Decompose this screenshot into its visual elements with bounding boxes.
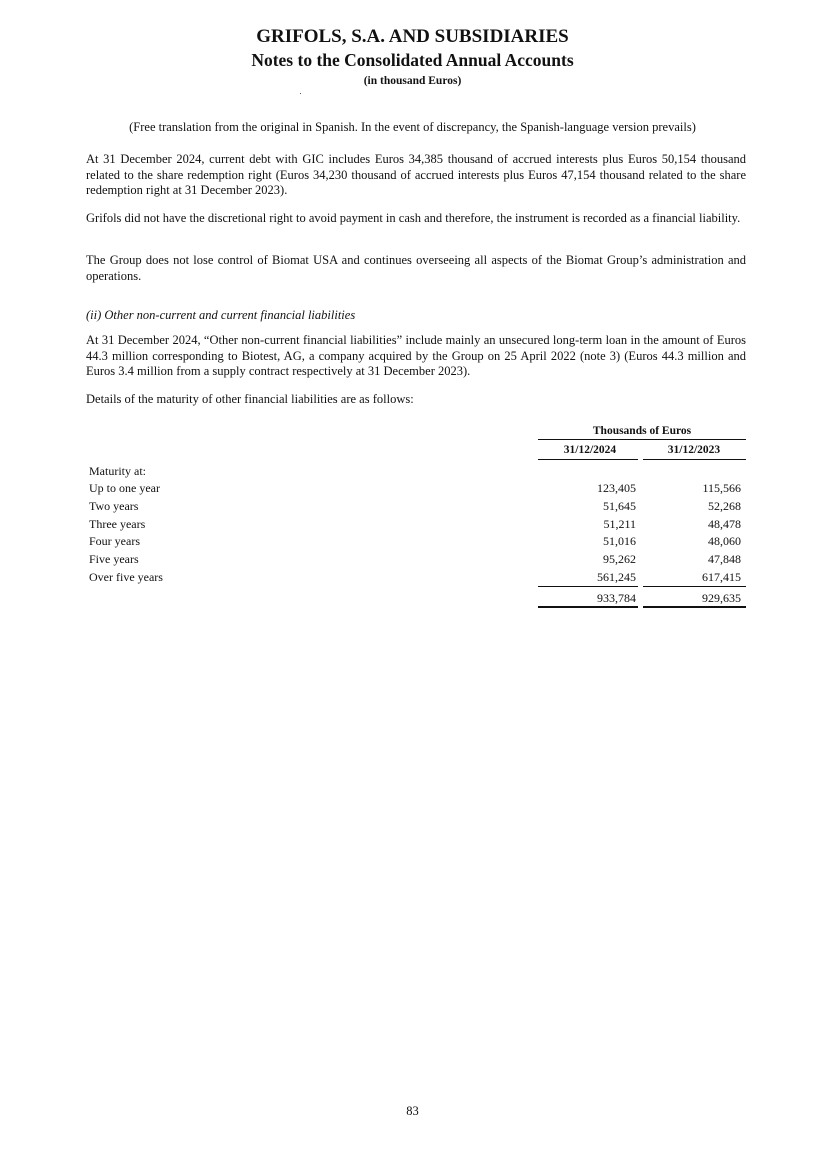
column-header-2024: 31/12/2024 <box>563 444 617 456</box>
translation-note: (Free translation from the original in Spanish. In the event of discrepancy, the Spanish-language version prevails) <box>129 120 696 134</box>
document-title: Notes to the Consolidated Annual Accounts <box>251 50 574 70</box>
table-total-cell: 929,635 <box>702 591 741 605</box>
table-cell: 51,016 <box>603 534 636 548</box>
table-cell: 115,566 <box>702 481 741 495</box>
table-cell: 48,478 <box>708 517 741 531</box>
units-subtitle: (in thousand Euros) <box>363 75 462 87</box>
table-divider <box>538 439 746 440</box>
total-rule <box>643 606 746 608</box>
subtotal-rule <box>538 586 638 587</box>
table-section-label: Maturity at: <box>89 464 146 478</box>
table-cell: 47,848 <box>708 552 741 566</box>
table-cell: 52,268 <box>708 499 741 513</box>
paragraph-other-liabilities: At 31 December 2024, “Other non-current financial liabilities” include mainly an unsecured long-term loan in the amount of Euros 44.3 million corresponding to Biotest, AG, a company acquired by the Group on 25 April 2022 (note 3) (Euros 44.3 million and Euros 3.4 million from a supply contract respectively at 31 December 2023). <box>86 333 746 378</box>
paragraph-gic-debt: At 31 December 2024, current debt with GIC includes Euros 34,385 thousand of accrued interests plus Euros 50,154 thousand related to the share redemption right (Euros 34,230 thousand of accrued interests plus Euros 47,154 thousand related to the share redemption right at 31 December 2023). <box>86 152 746 197</box>
company-title: GRIFOLS, S.A. AND SUBSIDIARIES <box>256 26 569 47</box>
table-cell: 617,415 <box>702 570 741 584</box>
page-number: 83 <box>406 1104 419 1118</box>
table-row-label: Over five years <box>89 570 163 584</box>
table-row-label: Five years <box>89 552 139 566</box>
table-cell: 95,262 <box>603 552 636 566</box>
table-divider <box>643 459 746 460</box>
total-rule <box>538 606 638 608</box>
table-total-cell: 933,784 <box>597 591 636 605</box>
table-cell: 51,645 <box>603 499 636 513</box>
table-row-label: Two years <box>89 499 139 513</box>
table-cell: 561,245 <box>597 570 636 584</box>
table-cell: 48,060 <box>708 534 741 548</box>
table-cell: 51,211 <box>603 517 636 531</box>
paragraph-biomat-control: The Group does not lose control of Biomat USA and continues overseeing all aspects of the Biomat Group’s administration and operations. <box>86 253 746 283</box>
table-row-label: Up to one year <box>89 481 160 495</box>
section-subheading: (ii) Other non-current and current financial liabilities <box>86 308 356 322</box>
table-group-header: Thousands of Euros <box>592 425 692 437</box>
table-row-label: Three years <box>89 517 146 531</box>
table-cell: 123,405 <box>597 481 636 495</box>
stray-dot <box>300 93 301 94</box>
paragraph-maturity-intro: Details of the maturity of other financial liabilities are as follows: <box>86 392 414 406</box>
table-row-label: Four years <box>89 534 140 548</box>
column-header-2023: 31/12/2023 <box>667 444 721 456</box>
paragraph-cash-payment: Grifols did not have the discretional right to avoid payment in cash and therefore, the instrument is recorded as a financial liability. <box>86 211 741 225</box>
subtotal-rule <box>643 586 746 587</box>
table-divider <box>538 459 638 460</box>
